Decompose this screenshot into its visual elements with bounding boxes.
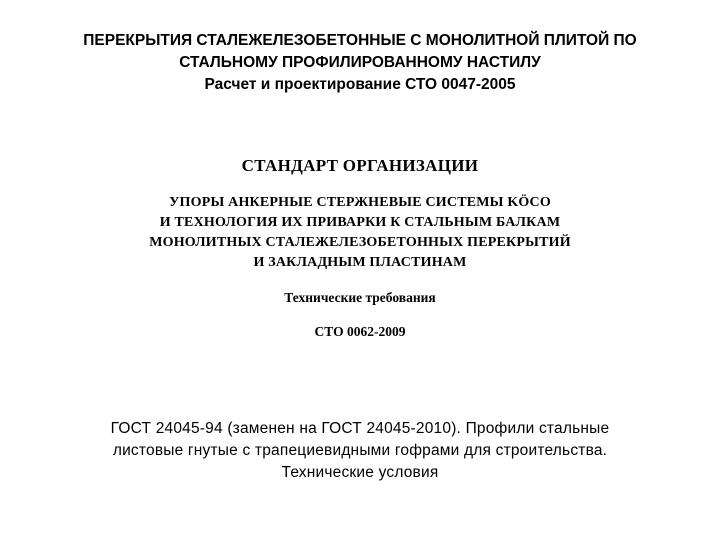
gost-line-1: ГОСТ 24045-94 (заменен на ГОСТ 24045-2010). Профили стальные bbox=[110, 420, 610, 437]
standard-subtitle: Технические требования bbox=[284, 290, 436, 305]
standard-title-line-1: УПОРЫ АНКЕРНЫЕ СТЕРЖНЕВЫЕ СИСТЕМЫ KÖCO bbox=[169, 195, 551, 210]
heading-line-3: Расчет и проектирование СТО 0047-2005 bbox=[204, 76, 516, 93]
gost-reference bbox=[0, 418, 720, 484]
gost-line-2: листовые гнутые с трапециевидными гофрами для строительства. bbox=[112, 442, 608, 459]
standard-code: СТО 0062-2009 bbox=[314, 324, 406, 339]
gost-line-3: Технические условия bbox=[281, 464, 439, 481]
standard-block bbox=[0, 155, 720, 341]
standard-title-line-3: МОНОЛИТНЫХ СТАЛЕЖЕЛЕЗОБЕТОННЫХ ПЕРЕКРЫТИЙ bbox=[149, 235, 571, 250]
document-heading bbox=[0, 30, 720, 96]
heading-line-2: СТАЛЬНОМУ ПРОФИЛИРОВАННОМУ НАСТИЛУ bbox=[179, 54, 541, 71]
standard-organization-title: СТАНДАРТ ОРГАНИЗАЦИИ bbox=[241, 156, 479, 175]
standard-title-line-2: И ТЕХНОЛОГИЯ ИХ ПРИВАРКИ К СТАЛЬНЫМ БАЛКАМ bbox=[159, 215, 561, 230]
standard-title bbox=[0, 193, 720, 273]
standard-title-line-4: И ЗАКЛАДНЫМ ПЛАСТИНАМ bbox=[253, 255, 467, 270]
heading-line-1: ПЕРЕКРЫТИЯ СТАЛЕЖЕЛЕЗОБЕТОННЫЕ С МОНОЛИТНОЙ ПЛИТОЙ ПО bbox=[83, 32, 637, 49]
